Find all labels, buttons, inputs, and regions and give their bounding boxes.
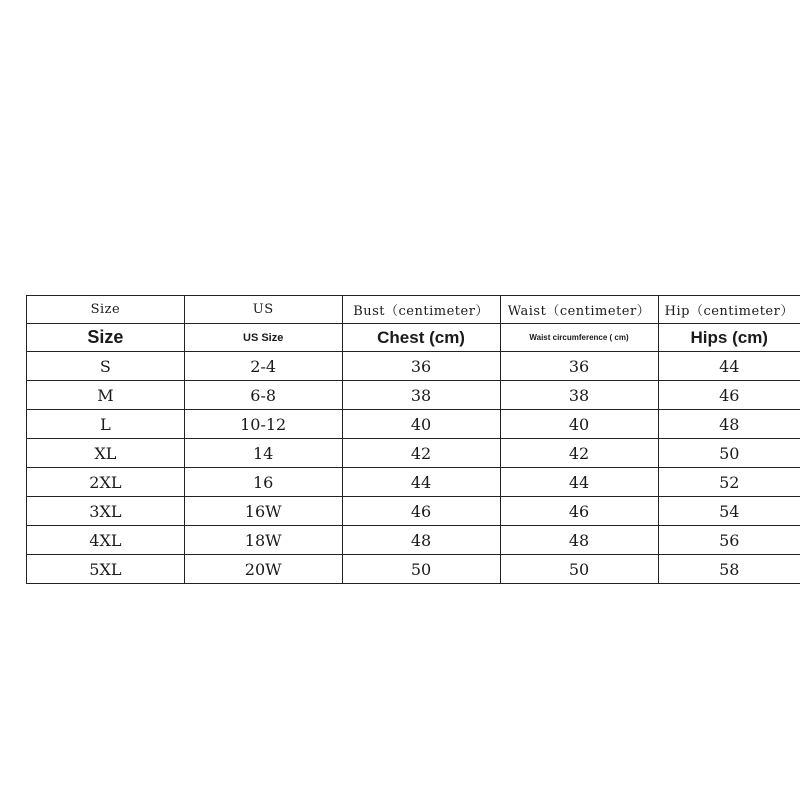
cell-us: 20W [184,555,342,584]
subheader-waist: Waist circumference ( cm) [500,324,658,352]
header-waist: Waist（centimeter） [500,296,658,324]
cell-hip: 46 [658,381,800,410]
cell-size: 5XL [27,555,185,584]
cell-bust: 42 [342,439,500,468]
cell-us: 16W [184,497,342,526]
cell-hip: 44 [658,352,800,381]
cell-hip: 48 [658,410,800,439]
cell-us: 6-8 [184,381,342,410]
cell-waist: 48 [500,526,658,555]
cell-size: L [27,410,185,439]
cell-bust: 44 [342,468,500,497]
subheader-us-size: US Size [184,324,342,352]
cell-waist: 42 [500,439,658,468]
cell-bust: 46 [342,497,500,526]
cell-us: 18W [184,526,342,555]
cell-waist: 50 [500,555,658,584]
cell-waist: 36 [500,352,658,381]
cell-hip: 56 [658,526,800,555]
cell-us: 14 [184,439,342,468]
cell-bust: 40 [342,410,500,439]
cell-bust: 50 [342,555,500,584]
size-chart-table [26,295,800,584]
subheader-chest: Chest (cm) [342,324,500,352]
table-row [27,555,800,584]
cell-bust: 36 [342,352,500,381]
subheader-row [27,324,800,352]
cell-size: M [27,381,185,410]
cell-hip: 58 [658,555,800,584]
table-row [27,497,800,526]
cell-size: 2XL [27,468,185,497]
table-row [27,381,800,410]
table-row [27,439,800,468]
cell-waist: 46 [500,497,658,526]
cell-hip: 52 [658,468,800,497]
header-row [27,296,800,324]
subheader-hips: Hips (cm) [658,324,800,352]
cell-waist: 38 [500,381,658,410]
cell-hip: 54 [658,497,800,526]
cell-size: XL [27,439,185,468]
subheader-size: Size [27,324,185,352]
header-hip: Hip（centimeter） [658,296,800,324]
cell-size: 3XL [27,497,185,526]
cell-us: 2-4 [184,352,342,381]
cell-us: 10-12 [184,410,342,439]
cell-waist: 40 [500,410,658,439]
header-bust: Bust（centimeter） [342,296,500,324]
header-size: Size [27,296,185,324]
table-row [27,468,800,497]
cell-size: 4XL [27,526,185,555]
table-row [27,410,800,439]
cell-bust: 48 [342,526,500,555]
header-us: US [184,296,342,324]
cell-size: S [27,352,185,381]
table-row [27,352,800,381]
table-row [27,526,800,555]
cell-hip: 50 [658,439,800,468]
cell-waist: 44 [500,468,658,497]
cell-us: 16 [184,468,342,497]
cell-bust: 38 [342,381,500,410]
